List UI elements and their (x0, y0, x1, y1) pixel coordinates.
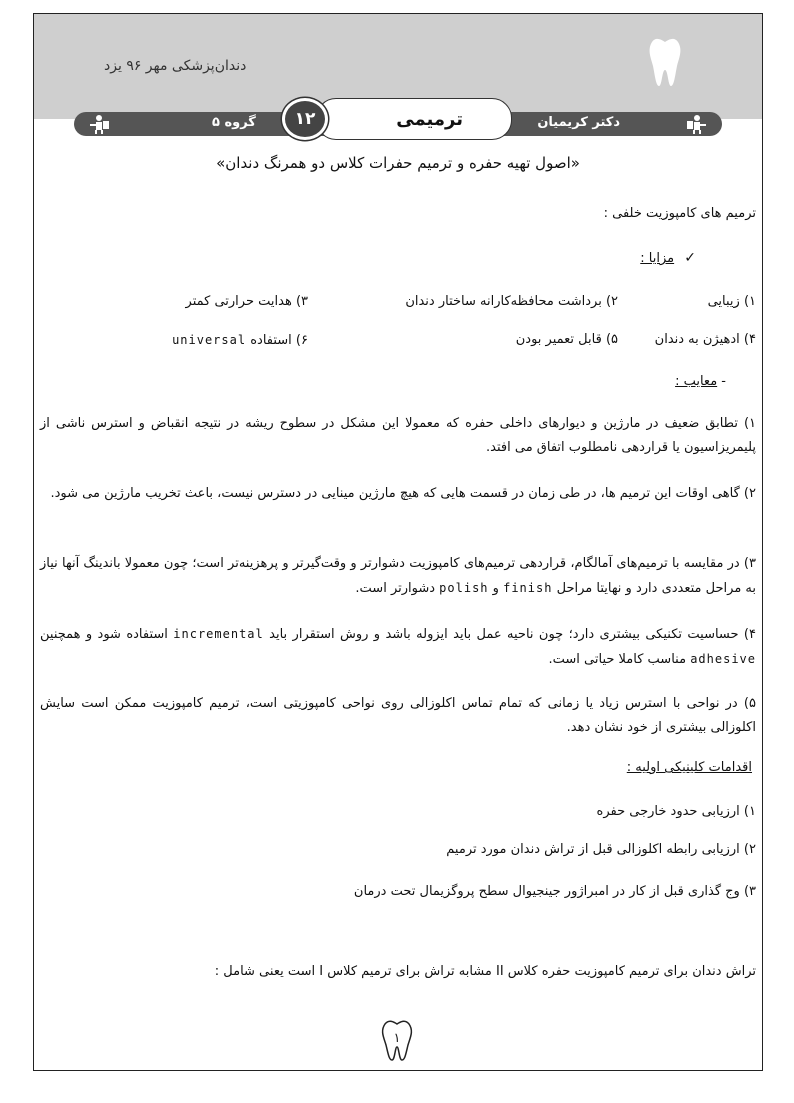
advantage-item (172, 328, 308, 353)
page-number: ۱ (393, 1031, 401, 1046)
page-title: «اصول تهیه حفره و ترمیم حفرات کلاس دو همرنگ دندان» (216, 154, 580, 172)
advantage-item: ۳) هدایت حرارتی کمتر (185, 294, 308, 309)
advantage-item: ۲) برداشت محافظه‌کارانه ساختار دندان (405, 294, 618, 309)
paragraph-text: استفاده شود و همچنین (40, 627, 168, 642)
and-word: و (492, 581, 499, 596)
teacher-icon (86, 114, 112, 134)
dash-mark: - (721, 374, 726, 389)
paragraph-text: ۴) حساسیت تکنیکی بیشتری دارد؛ چون ناحیه عمل باید ایزوله باشد و روش استقرار باید (269, 627, 756, 642)
adhesive-term: adhesive (690, 652, 756, 666)
clinical-heading: اقدامات کلینیکی اولیه : (626, 760, 752, 775)
session-number: ۱۲ (282, 98, 328, 140)
advantages-label: مزایا : (640, 251, 675, 266)
disadvantage-paragraph: ۲) گاهی اوقات این ترمیم ها، در طی زمان در قسمت هایی که هیچ مارژین مینایی در دسترس نیست، باعث تخریب مارژین می شود. (50, 486, 756, 501)
paragraph-text: ۳) در مقایسه با ترمیم‌های آمالگام، قراردهی ترمیم‌های کامپوزیت دشوارتر و وقت‌گیرتر و پرهزینه‌تر است؛ چون معمولا باندینگ آنها نیاز به مراحل متعددی دارد و نهایتا مراحل (40, 556, 756, 596)
section-heading: ترمیم های کامپوزیت خلفی : (603, 206, 756, 221)
disadvantage-paragraph: ۵) در نواحی با استرس زیاد یا زمانی که تمام تماس اکلوزالی روی نواحی کامپوزیتی است، ترمیم کامپوزیت ممکن است سایش اکلوزالی بیشتری از خود نشان دهد. (40, 696, 756, 735)
check-icon: ✓ (684, 250, 696, 266)
advantage-item-label: ۶) استفاده (250, 333, 308, 348)
disadvantage-paragraph: ۱) تطابق ضعیف در مارژین و دیوارهای داخلی حفره که معمولا این مشکل در سطوح ریشه در نتیجه انقباض و استرس ناشی از پلیمریزاسیون یا قراردهی نامطلوب اتفاق می افتد. (40, 416, 756, 455)
teacher-icon (684, 114, 710, 134)
paragraph-text: دشوارتر است. (355, 581, 436, 596)
advantage-item: ۴) ادهیژن به دندان (654, 332, 756, 347)
polish-term: polish (439, 581, 489, 595)
clinical-item: ۱) ارزیابی حدود خارجی حفره (596, 804, 756, 819)
tooth-icon (646, 36, 684, 88)
clinical-item: ۳) وج گذاری قبل از کار در امبراژور جینجیوال سطح پروگزیمال تحت درمان (353, 884, 756, 899)
universal-term: universal (172, 333, 247, 347)
subject-tab (316, 98, 512, 140)
advantage-item: ۵) قابل تعمیر بودن (515, 332, 618, 347)
finish-term: finish (503, 581, 553, 595)
subject-label: ترمیمی (396, 109, 463, 130)
advantages-heading (640, 246, 696, 271)
disadvantage-paragraph (40, 552, 756, 601)
tooth-outline-icon (378, 1018, 416, 1062)
page (33, 13, 763, 1071)
author-label: دکتر کریمیان (537, 115, 620, 130)
incremental-term: incremental (173, 627, 264, 641)
disadvantage-paragraph (40, 622, 756, 672)
clinical-item: ۲) ارزیابی رابطه اکلوزالی قبل از تراش دندان مورد ترمیم (446, 842, 756, 857)
paragraph-text: مناسب کاملا حیاتی است. (548, 652, 687, 667)
final-line: تراش دندان برای ترمیم کامپوزیت حفره کلاس II مشابه تراش برای ترمیم کلاس I است یعنی شامل : (214, 964, 756, 979)
disadvantages-heading (675, 370, 726, 394)
advantage-item: ۱) زیبایی (707, 294, 756, 309)
header-subtitle: دندان‌پزشکی مهر ۹۶ یزد (104, 58, 247, 74)
group-label: گروه ۵ (212, 115, 256, 130)
disadvantages-label: معایب : (675, 374, 718, 389)
